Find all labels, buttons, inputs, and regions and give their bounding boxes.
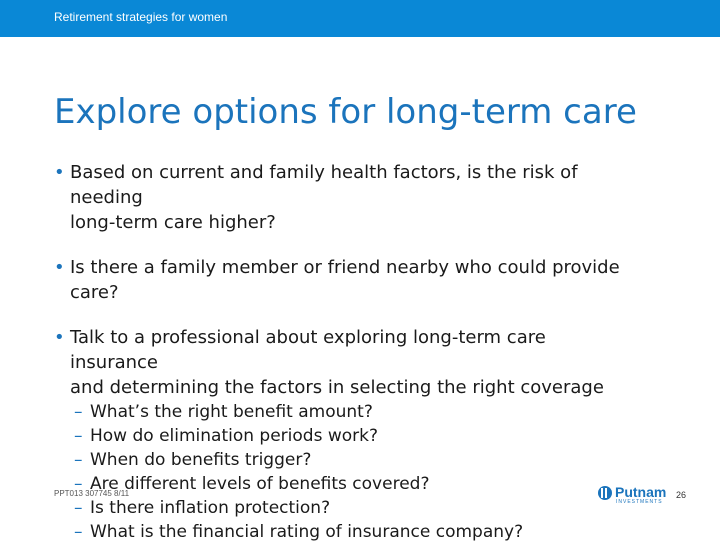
- bullet-item: [54, 160, 674, 235]
- sub-bullet-item: [54, 400, 674, 424]
- sub-bullet-text: What is the financial rating of insurance company?: [90, 522, 524, 542]
- bullet-line: Based on current and family health factors, is the risk of: [70, 162, 578, 183]
- bullet-dot-icon: •: [54, 327, 65, 348]
- sub-bullet-text: When do benefits trigger?: [90, 450, 312, 470]
- sub-bullet-item: [54, 472, 674, 496]
- bullet-line: long-term care higher?: [70, 212, 276, 233]
- bullet-list: [54, 160, 674, 544]
- bullet-line: needing: [70, 187, 143, 208]
- header-bar: [0, 0, 720, 37]
- bullet-item: [54, 255, 674, 305]
- sub-bullet-dash-icon: –: [74, 522, 83, 542]
- bullet-item: [54, 325, 674, 400]
- bullet-line: and determining the factors in selecting the right coverage: [70, 377, 604, 398]
- logo-word: Putnam: [615, 484, 667, 500]
- putnam-logo-icon: [598, 486, 612, 500]
- sub-bullet-item: [54, 448, 674, 472]
- logo-sub-word: INVESTMENTS: [616, 499, 663, 505]
- sub-bullet-text: What’s the right benefit amount?: [90, 402, 373, 422]
- sub-bullet-dash-icon: –: [74, 426, 83, 446]
- bullet-dot-icon: •: [54, 257, 65, 278]
- bullet-line: care?: [70, 282, 119, 303]
- bullet-line: Talk to a professional about exploring long-term care: [70, 327, 546, 348]
- sub-bullet-dash-icon: –: [74, 402, 83, 422]
- sub-bullet-item: [54, 520, 674, 544]
- footer-code: PPT013 307745 8/11: [54, 489, 130, 498]
- header-text: Retirement strategies for women: [54, 10, 228, 24]
- sub-bullet-item: [54, 424, 674, 448]
- bullet-dot-icon: •: [54, 162, 65, 183]
- bullet-line: insurance: [70, 352, 159, 373]
- sub-bullet-dash-icon: –: [74, 450, 83, 470]
- sub-bullet-text: How do elimination periods work?: [90, 426, 379, 446]
- sub-bullet-text: Are different levels of benefits covered?: [90, 474, 430, 494]
- slide-title: Explore options for long-term care: [54, 92, 637, 132]
- sub-bullet-dash-icon: –: [74, 498, 83, 518]
- page-number: 26: [676, 490, 687, 500]
- sub-bullet-dash-icon: –: [74, 474, 83, 494]
- putnam-logo: [598, 484, 670, 506]
- sub-bullet-item: [54, 496, 674, 520]
- sub-bullet-text: Is there inflation protection?: [90, 498, 331, 518]
- bullet-line: Is there a family member or friend nearby who could provide: [70, 257, 620, 278]
